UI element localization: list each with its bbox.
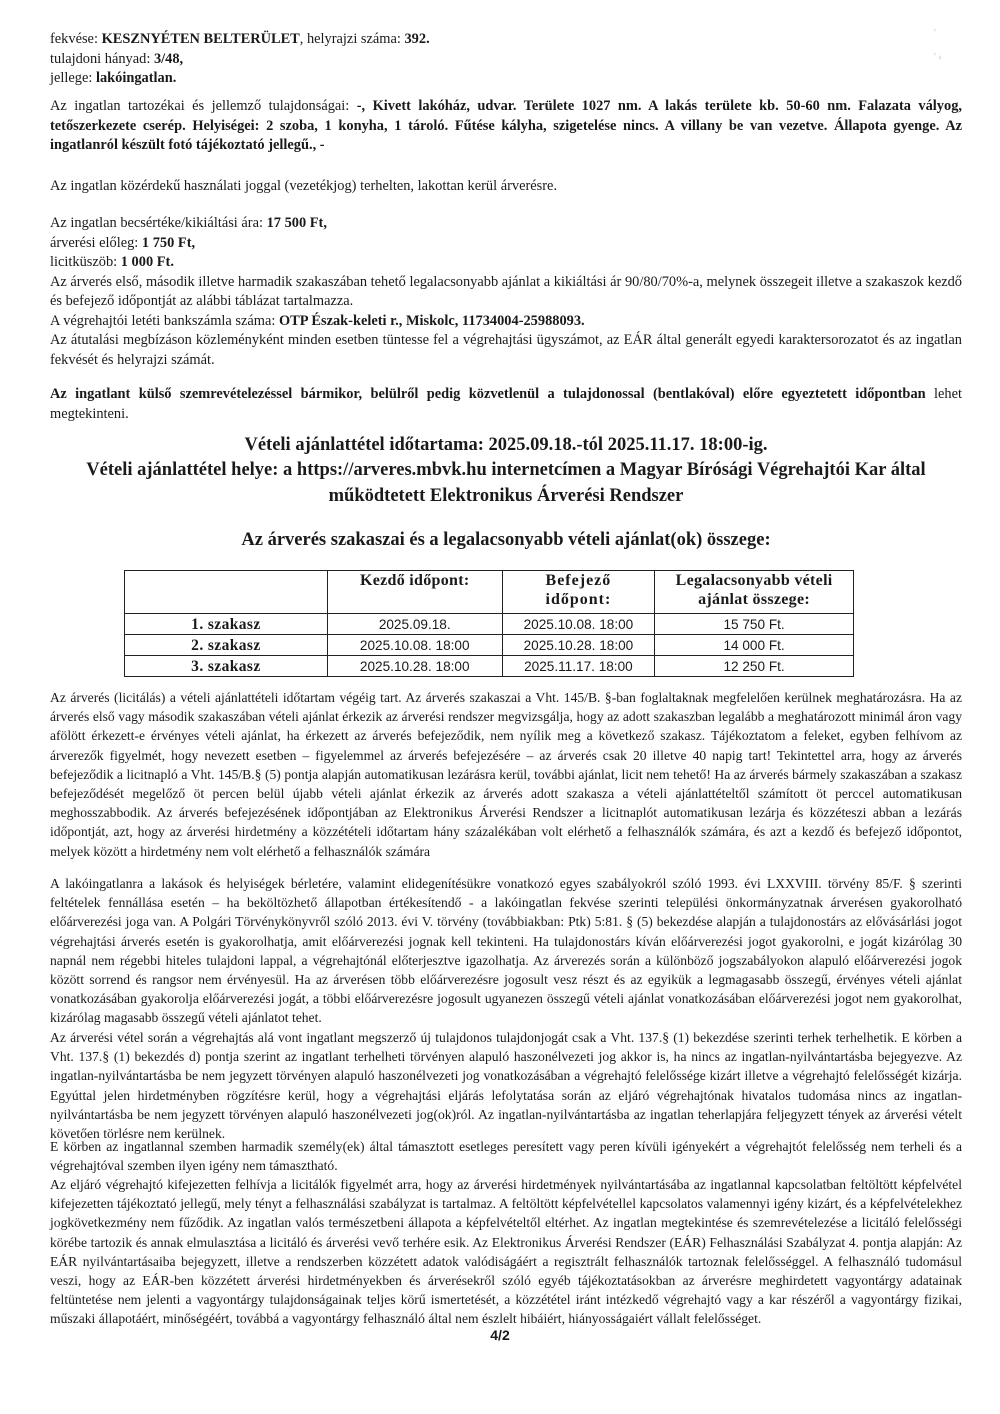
deposit-line: árverési előleg: 1 750 Ft, <box>50 234 196 251</box>
bank-line: A végrehajtói letéti bankszámla száma: OTP Észak-keleti r., Miskolc, 11734004-25988093. <box>50 312 585 329</box>
type-value: lakóingatlan. <box>95 70 177 86</box>
prices-block <box>50 214 962 370</box>
scan-mark: ' › <box>934 52 942 63</box>
amount-cell: 12 250 Ft. <box>655 656 854 677</box>
type-line: jellege: lakóingatlan. <box>50 70 177 86</box>
parcel-value: 392. <box>404 31 430 47</box>
start-cell: 2025.09.18. <box>327 614 502 635</box>
header-cell <box>125 571 328 614</box>
end-cell: 2025.10.28. 18:00 <box>502 635 655 656</box>
share-line: tulajdoni hányad: 3/48, <box>50 50 184 67</box>
table-title: Az árverés szakaszai és a legalacsonyabb vételi ajánlat(ok) összege: <box>241 530 771 550</box>
stages-text: Az árverés első, második illetve harmadik szakaszában tehető legalacsonyabb ajánlat a kikiáltási ár 90/80/70%-a, melynek összegeit illetve a szakaszok kezdő és befejező időpontját az alábbi táblázat tartalmazza. <box>50 273 962 309</box>
properties-paragraph: Az ingatlan tartozékai és jellemző tulajdonságai: -, Kivett lakóház, udvar. Területe 1027 nm. A lakás területe kb. 50-60 nm. Falazata vályog, tetőszerkezete cserép. Helyiségei: 2 szoba, 1 konyha, 1 tároló. Fűtése kályha, szigetelése nincs. A villany be van vezetve. Állapota gyenge. Az ingatlanról készült fotó tájékoztató jellegű., - <box>50 98 962 153</box>
preemption-paragraph: A lakóingatlanra a lakások és helyiségek bérletére, valamint elidegenítésükre vonatkozó egyes szabályokról szóló 1993. évi LXXVIII. törvény 85/F. § szerinti feltételek fennállása esetén – ha beköltözhető állapotban értékesítendő - a lakóingatlan fekvése szerinti települési önkormányzatnak árverésen gyakorolható előárverezési joga van. A Polgári Törvénykönyvről szóló 2013. évi V. törvény (továbbiakban: Ptk) 5:81. § (5) bekezdése alapján a tulajdonostárs az elővásárlási jogot végrehajtási árverés esetén is gyakorolhatja, amit előárverezési jognak kell tekinteni. Ha tulajdonostárs kíván előárverezési jogot gyakorolni, e jogát kizárólag 30 napnál nem régebbi hiteles tulajdoni lappal, a végrehajtónál előterjesztve igazolhatja. Az árverezés során a különböző jogszabályokon alapuló előárverezési jogok között sorrend és rangsor nem érvényesül. Ha az árverésen több előárverezésre jogosult vesz részt és az egyikük a legmagasabb összegű, érvényes vételi ajánlat vonatkozásában gyakorolja előárverezési jogát, a többi előárverezésre jogosult ugyanezen összegű vételi ajánlat vonatkozásában előárverezési jogot nem gyakorolhat, kizárólag magasabb összegű vételi ajánlatot tehet. <box>50 876 962 1026</box>
estimate-value: 17 500 Ft, <box>266 215 327 231</box>
property-header <box>50 30 962 89</box>
stages-table <box>124 570 854 677</box>
viewing-paragraph: Az ingatlant külső szemrevételezéssel bármikor, belülről pedig közvetlenül a tulajdonossal (bentlakóval) előre egyeztetett időpontban lehet megtekinteni. <box>50 386 962 422</box>
location-line: fekvése: KESZNYÉTEN BELTERÜLET, helyrajzi száma: 392. <box>50 31 430 47</box>
table-row <box>125 656 854 677</box>
bidding-place: Vételi ajánlattétel helye: a https://arveres.mbvk.hu internetcímen a Magyar Bírósági Végrehajtói Kar által működtetett Elektronikus Árverési Rendszer <box>86 460 926 506</box>
encumbrances-paragraph: Az árverési vétel során a végrehajtás alá vont ingatlant megszerző új tulajdonos tulajdonjogát csak a Vht. 137.§ (1) bekezdése szerinti terhek terhelhetik. E körben a Vht. 137.§ (1) bekezdés d) pontja szerint az ingatlant terhelheti törvényen alapuló haszonélvezeti jog akkor is, ha nincs az ingatlan-nyilvántartásba bejegyezve. Az ingatlan-nyilvántartásba be nem jegyzett törvényen alapuló haszonélvezeti jog vonatkozásában a végrehajtó felelőssége kizárt illetve a végrehajtó felelősségét kizárja. Egyúttal jelen hirdetményben rögzítésre kerül, hogy a végrehajtási eljárás lefolytatása során az eljáró végrehajtónak hivatalos tudomása nincs az ingatlan-nyilvántartásba be nem jegyzett törvényen alapuló haszonélvezeti jog(ok)ról. Az ingatlan-nyilvántartásba az ingatlan teherlapjára feljegyzett tények az árverési vételt követően törlésre nem kerülnek. <box>50 1030 962 1142</box>
header-cell: Legalacsonyabb vételi ajánlat összege: <box>655 571 854 614</box>
table-row <box>125 614 854 635</box>
amount-cell: 15 750 Ft. <box>655 614 854 635</box>
end-cell: 2025.10.08. 18:00 <box>502 614 655 635</box>
end-cell: 2025.11.17. 18:00 <box>502 656 655 677</box>
transfer-note: Az átutalási megbízáson közleményként minden esetben tüntesse fel a végrehajtási ügyszámot, az EÁR által generált egyedi karaktersorozatot és az ingatlan fekvését és helyrajzi számát. <box>50 332 962 368</box>
start-cell: 2025.10.28. 18:00 <box>327 656 502 677</box>
stage-cell: 2. szakasz <box>125 635 328 656</box>
start-cell: 2025.10.08. 18:00 <box>327 635 502 656</box>
stage-cell: 3. szakasz <box>125 656 328 677</box>
share-value: 3/48, <box>153 50 184 67</box>
page-number: 4/2 <box>490 1327 510 1343</box>
photo-disclaimer-paragraph: Az eljáró végrehajtó kifejezetten felhívja a licitálók figyelmét arra, hogy az árverési hirdetmények nyilvántartásába az ingatlannal kapcsolatban feltöltött képfelvétel kifejezetten tájékoztató jellegű, mely tényt a felhasználási szabályzat is tartalmaz. A feltöltött képfelvétellel kapcsolatos valamennyi igény kizárt, és a képfelvételekhez jogkövetkezmény nem fűződik. Az ingatlan valós természetbeni állapota a képfelvételtől eltérhet. Az ingatlan megtekintése és szemrevételezése a licitáló felelősségi körébe tartozik és annak elmulasztása a licitáló és árverési vevő terhére esik. Az Elektronikus Árverési Rendszer (EÁR) Felhasználási Szabályzat 4. pontja alapján: Az EÁR nyilvántartásaiba bejegyzett, illetve a rendszerben közzétett adatok valódiságáért a regisztrált felhasználók tartoznak felelősséggel. A felhasználó tudomásul veszi, hogy az EÁR-ben közzétett árverési hirdetményekben és árverésekről szóló egyéb tájékoztatásokban az árverésre meghirdetett vagyontárgy adatainak feltüntetése nem jelenti a vagyontárgy tulajdonságainak teljes körű ismertetését, a közzététel iránt intézkedő végrehajtó vagy a kar részéről a vagyontárgy fizikai, műszaki állapotáért, minőségéért, továbbá a vagyontárgy felhasználó által nem észlelt hibáiért, hiányosságaiért vállalt felelősséget. <box>50 1177 962 1327</box>
estimate-line: Az ingatlan becsértéke/kikiáltási ára: 17 500 Ft, <box>50 215 327 231</box>
encumbrance-paragraph: Az ingatlan közérdekű használati joggal (vezetékjog) terhelten, lakottan kerül árverésre. <box>50 178 558 194</box>
header-cell: Befejező időpont: <box>502 571 655 614</box>
table-header-row <box>125 571 854 614</box>
scan-mark: ' <box>934 28 936 39</box>
third-party-paragraph: E körben az ingatlannal szemben harmadik személy(ek) által támasztott esetleges peresített vagy peren kívüli igényekért a végrehajtót felelősség nem terheli és a végrehajtóval szemben ilyen igény nem támasztható. <box>50 1139 962 1174</box>
threshold-value: 1 000 Ft. <box>120 254 174 270</box>
location-value: KESZNYÉTEN BELTERÜLET <box>101 31 300 47</box>
table-row <box>125 635 854 656</box>
deposit-value: 1 750 Ft, <box>141 234 196 251</box>
bank-value: OTP Észak-keleti r., Miskolc, 11734004-25988093. <box>278 312 585 329</box>
header-cell: Kezdő időpont: <box>327 571 502 614</box>
threshold-line: licitküszöb: 1 000 Ft. <box>50 254 174 270</box>
auction-rules-paragraph: Az árverés (licitálás) a vételi ajánlattételi időtartam végéig tart. Az árverés szakaszai a Vht. 145/B. §-ban foglaltaknak megfelelően kerülnek meghatározásra. Ha az árverés első vagy második szakaszában vételi ajánlat érkezik az árverési rendszer megvizsgálja, hogy az adott szakaszban legalább a meghatározott minimál áron vagy afölött érkezett-e érvényes vételi ajánlat, ha érkezett az árverés befejeződik, nem nyílik meg a következő szakasz. Tájékoztatom a feleket, egyben felhívom az árverezők figyelmét, hogy nevezett esetben – figyelemmel az árverés befejezésére – az árverés csak 20 illetve 40 napig tart! Tekintettel arra, hogy az árverés befejeződik a licitnapló a Vht. 145/B.§ (5) pontja alapján automatikusan lezárásra kerül, további ajánlat, licit nem tehető! Ha az árverés bármely szakaszában a szakasz befejeződését megelőző öt percen belül újabb vételi ajánlat érkezik az árverés adott szakasza a vételi ajánlattételtől számított öt perccel automatikusan meghosszabbodik. Az árverés befejezésének időpontjában az Elektronikus Árverési Rendszer a licitnaplót automatikusan lezárja és közzéteszi abban a lezárás időpontját, azt, hogy az árverési hirdetmény a közzétételi időtartam hány százalékában volt elérhető a felhasználók számára, és azt a kezdő és befejező időpontot, melyek között a hirdetmény nem volt elérhető a felhasználók számára <box>50 690 962 859</box>
bidding-period: Vételi ajánlattétel időtartama: 2025.09.18.-tól 2025.11.17. 18:00-ig. <box>244 435 768 455</box>
stage-cell: 1. szakasz <box>125 614 328 635</box>
amount-cell: 14 000 Ft. <box>655 635 854 656</box>
